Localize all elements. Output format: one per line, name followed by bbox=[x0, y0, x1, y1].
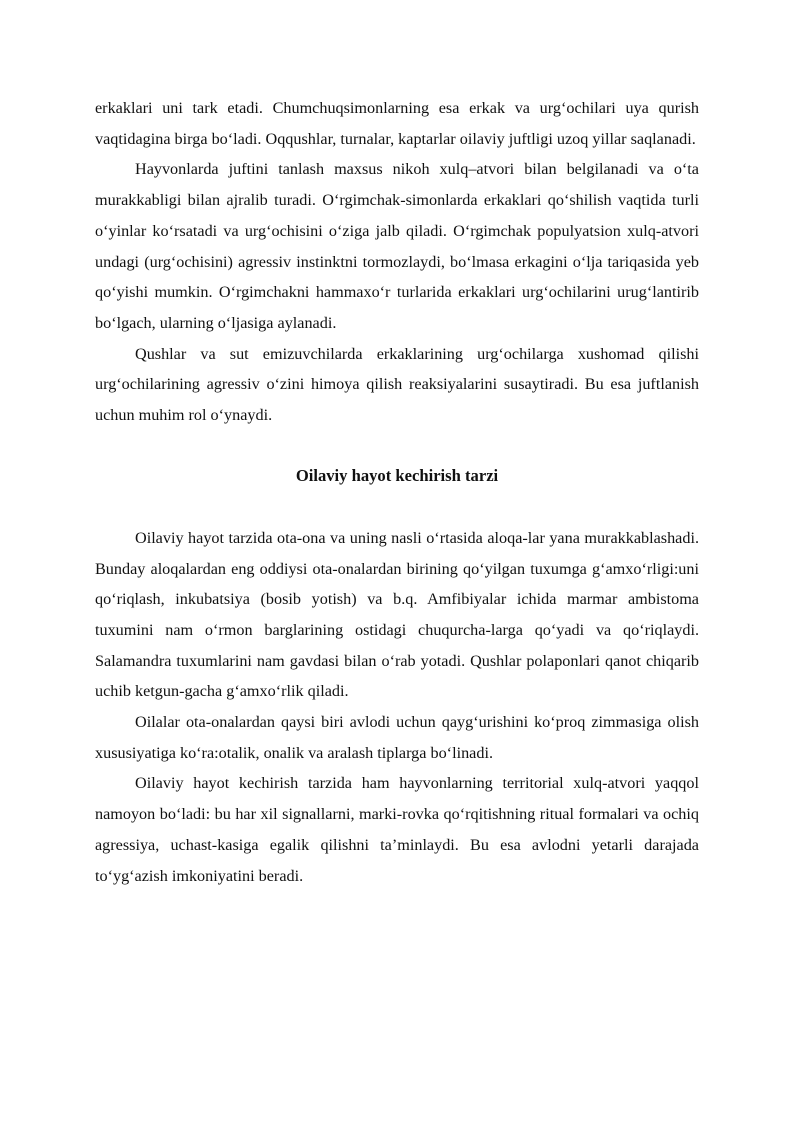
paragraph-family-types: Oilalar ota-onalardan qaysi biri avlodi uchun qayg‘urishini ko‘proq zimmasiga olish xususiyatiga ko‘ra:otalik, onalik va aralash tiplarga bo‘linadi. bbox=[95, 713, 699, 762]
paragraph-continuation: erkaklari uni tark etadi. Chumchuqsimonlarning esa erkak va urg‘ochilari uya qurish vaqtidagina birga bo‘ladi. Oqqushlar, turnalar, kaptarlar oilaviy juftligi uzoq yillar saqlanadi. bbox=[95, 99, 699, 148]
paragraph-territorial-behavior: Oilaviy hayot kechirish tarzida ham hayvonlarning territorial xulq-atvori yaqqol namoyon bo‘ladi: bu har xil signallarni, marki-rovka qo‘rqitishning ritual formalari va ochiq agressiya, uchast-kasiga egalik qilishni ta’minlaydi. Bu esa avlodni yetarli darajada to‘yg‘azish imkoniyatini beradi. bbox=[95, 774, 699, 885]
spacer bbox=[95, 431, 699, 462]
paragraph-courtship: Qushlar va sut emizuvchilarda erkaklarining urg‘ochilarga xushomad qilishi urg‘ochilarining agressiv o‘zini himoya qilish reaksiyalarini susaytiradi. Bu esa juftlanish uchun muhim rol o‘ynaydi. bbox=[95, 344, 699, 425]
spacer bbox=[95, 492, 699, 523]
paragraph-mating-behavior: Hayvonlarda juftini tanlash maxsus nikoh xulq–atvori bilan belgilanadi va o‘ta murakkabligi bilan ajralib turadi. O‘rgimchak-simonlarda erkaklari qo‘shilish vaqtida turli o‘yinlar ko‘rsatadi va urg‘ochisini o‘ziga jalb qiladi. O‘rgimchak populyatsion xulq-atvori undagi (urg‘ochisini) agressiv instinktni tormozlaydi, bo‘lmasa erkagini o‘lja tariqasida yeb qo‘yishi mumkin. O‘rgimchakni hammaxo‘r turlarida erkaklari urg‘ochilarini urug‘lantirib bo‘lgach, ularning o‘ljasiga aylanadi. bbox=[95, 160, 699, 332]
paragraph-family-life: Oilaviy hayot tarzida ota-ona va uning nasli o‘rtasida aloqa-lar yana murakkablashadi. Bunday aloqalardan eng oddiysi ota-onalardan birining qo‘yilgan tuxumga g‘amxo‘rligi:uni qo‘riqlash, inkubatsiya (bosib yotish) va b.q. Amfibiyalar ichida marmar ambistoma tuxumini nam o‘rmon barglarining ostidagi chuqurcha-larga qo‘yadi va qo‘riqlaydi. Salamandra tuxumlarini nam gavdasi bilan o‘rab yotadi. Qushlar polaponlari qanot chiqarib uchib ketgun-gacha g‘amxo‘rlik qiladi. bbox=[95, 528, 699, 701]
text-body bbox=[95, 93, 699, 891]
section-heading: Oilaviy hayot kechirish tarzi bbox=[295, 466, 499, 486]
